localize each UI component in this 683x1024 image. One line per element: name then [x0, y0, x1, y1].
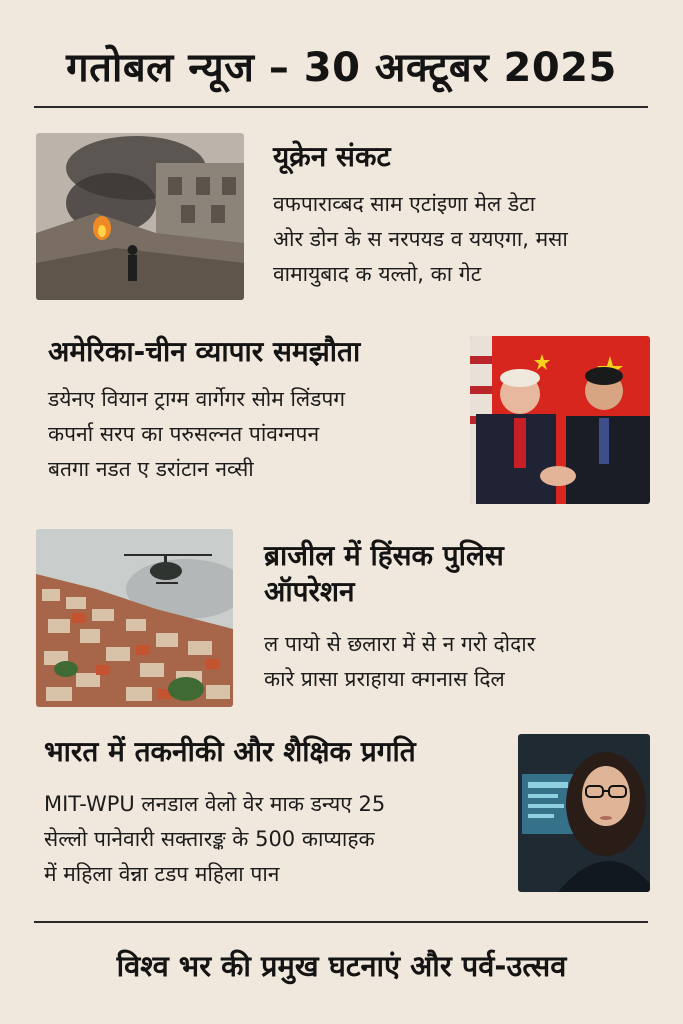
woman-tech-photo: [518, 734, 650, 892]
article-3-headline-line: ब्राजील में हिंसक पुलिस: [264, 539, 504, 572]
footer-divider: [34, 921, 648, 923]
article-3-headline-line: ऑपरेशन: [264, 575, 355, 608]
article-3-headline: [264, 538, 504, 610]
article-4-body: [44, 787, 385, 892]
header-divider: [34, 106, 648, 108]
article-3-body: [264, 627, 535, 697]
war-ruins-photo: [36, 133, 244, 300]
article-3-line: कारे प्रासा प्रराहाया क्गनास दिल: [264, 667, 505, 691]
article-3-line: ल पायो से छलारा में से न गरो दोदार: [264, 632, 536, 656]
article-2-line: कपर्ना सरप का परुसल्नत पांवग्नपन: [48, 422, 320, 446]
page-title: गतोबल न्यूज – 30 अक्टूबर 2025: [66, 45, 617, 91]
article-2-body: [48, 382, 345, 487]
handshake-photo: [470, 336, 650, 504]
article-1-line: वामायुबाद क यल्तो, का गेट: [273, 262, 482, 286]
article-1-headline: यूक्रेन संकट: [273, 140, 391, 173]
helicopter-favela-photo: [36, 529, 233, 707]
article-2-line: डयेनए वियान ट्राग्म वार्गेगर सोम लिंडपग: [48, 387, 346, 411]
article-4-headline: भारत में तकनीकी और शैक्षिक प्रगति: [44, 735, 416, 768]
article-1-body: [273, 187, 568, 292]
article-2-headline: अमेरिका-चीन व्यापार समझौता: [48, 335, 361, 368]
article-2-line: बतगा नडत ए डरांटान नव्सी: [48, 457, 254, 481]
article-1-line: ओर डोन के स नरपयड व ययएगा, मसा: [273, 227, 568, 251]
article-4-line: MIT-WPU लनडाल वेलो वेर माक डन्यए 25: [44, 792, 386, 816]
article-4-line: में महिला वेन्ना टडप महिला पान: [44, 862, 280, 886]
footer-tagline: विश्व भर की प्रमुख घटनाएं और पर्व-उत्सव: [116, 949, 567, 983]
article-1-line: वफपाराव्बद साम एटांइणा मेल डेटा: [273, 192, 536, 216]
article-4-line: सेल्लो पानेवारी सक्तारङ्क के 500 काप्याहक: [44, 827, 375, 851]
